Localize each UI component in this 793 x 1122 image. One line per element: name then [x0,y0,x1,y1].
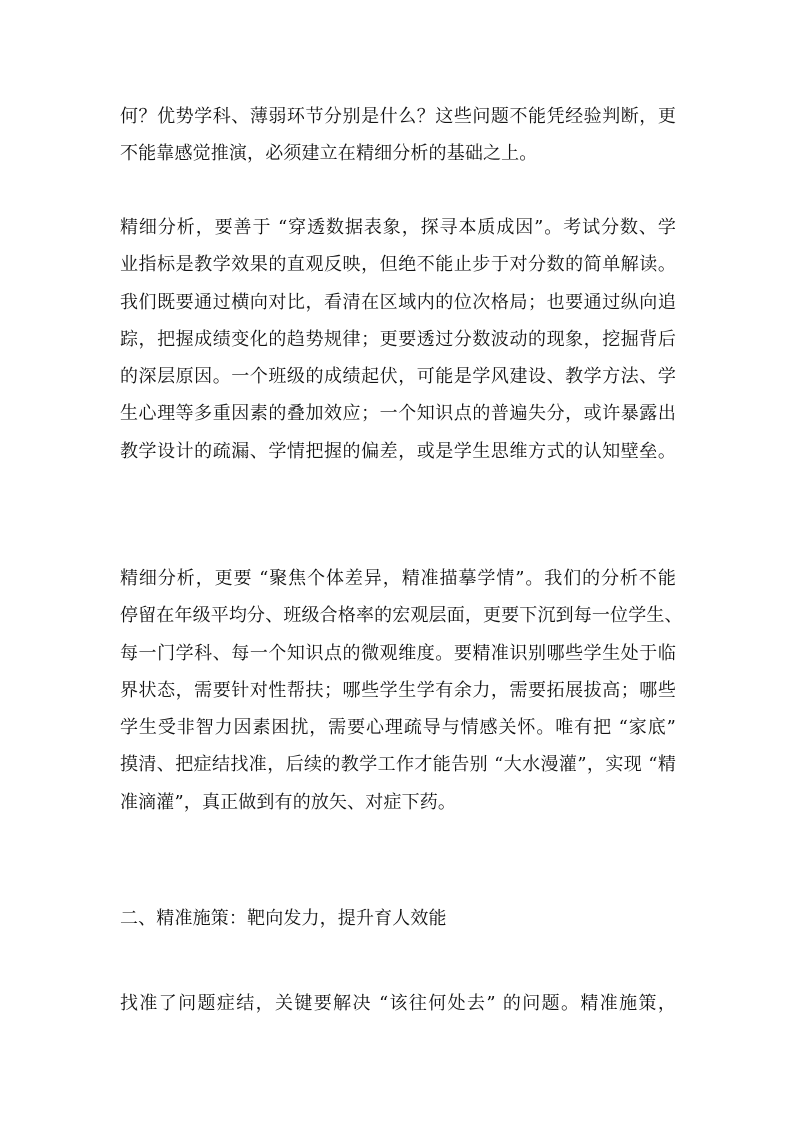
paragraph-line: 我们既要通过横向对比，看清在区域内的位次格局；也要通过纵向追 [120,291,676,313]
paragraph-line: 教学设计的疏漏、学情把握的偏差，或是学生思维方式的认知壁垒。 [120,440,676,462]
paragraph-line: 停留在年级平均分、班级合格率的宏观层面，更要下沉到每一位学生、 [120,605,683,627]
paragraph-line: 不能靠感觉推演，必须建立在精细分析的基础之上。 [120,143,538,165]
paragraph-line: 踪，把握成绩变化的趋势规律；更要透过分数波动的现象，挖掘背后 [120,328,676,350]
paragraph-2 [120,209,676,470]
paragraph-line: 生心理等多重因素的叠加效应；一个知识点的普遍失分，或许暴露出 [120,403,676,425]
paragraph-line: 摸清、把症结找准，后续的教学工作才能告别 “大水漫灌”，实现 “精 [120,754,676,776]
paragraph-4 [120,985,676,1022]
section-heading-text: 二、精准施策：靶向发力，提升育人效能 [120,908,447,929]
paragraph-line: 界状态，需要针对性帮扶；哪些学生学有余力，需要拓展拔高；哪些 [120,679,676,701]
paragraph-line: 精细分析，要善于 “穿透数据表象，探寻本质成因”。考试分数、学 [120,217,676,238]
paragraph-line: 学生受非智力因素困扰，需要心理疏导与情感关怀。唯有把 “家底” [120,717,676,739]
section-heading [120,900,676,937]
paragraph-line: 准滴灌”，真正做到有的放矢、对症下药。 [120,791,457,813]
paragraph-line: 业指标是教学效果的直观反映，但绝不能止步于对分数的简单解读。 [120,254,676,276]
paragraph-line: 精细分析，更要 “聚焦个体差异，精准描摹学情”。我们的分析不能 [120,568,676,589]
paragraph-line: 找准了问题症结，关键要解决 “该往何处去” 的问题。精准施策， [120,993,676,1014]
paragraph-1 [120,98,676,173]
paragraph-3 [120,560,683,821]
paragraph-line: 每一门学科、每一个知识点的微观维度。要精准识别哪些学生处于临 [120,642,676,664]
paragraph-line: 的深层原因。一个班级的成绩起伏，可能是学风建设、教学方法、学 [120,366,676,388]
paragraph-line: 何？优势学科、薄弱环节分别是什么？这些问题不能凭经验判断，更 [120,106,676,127]
